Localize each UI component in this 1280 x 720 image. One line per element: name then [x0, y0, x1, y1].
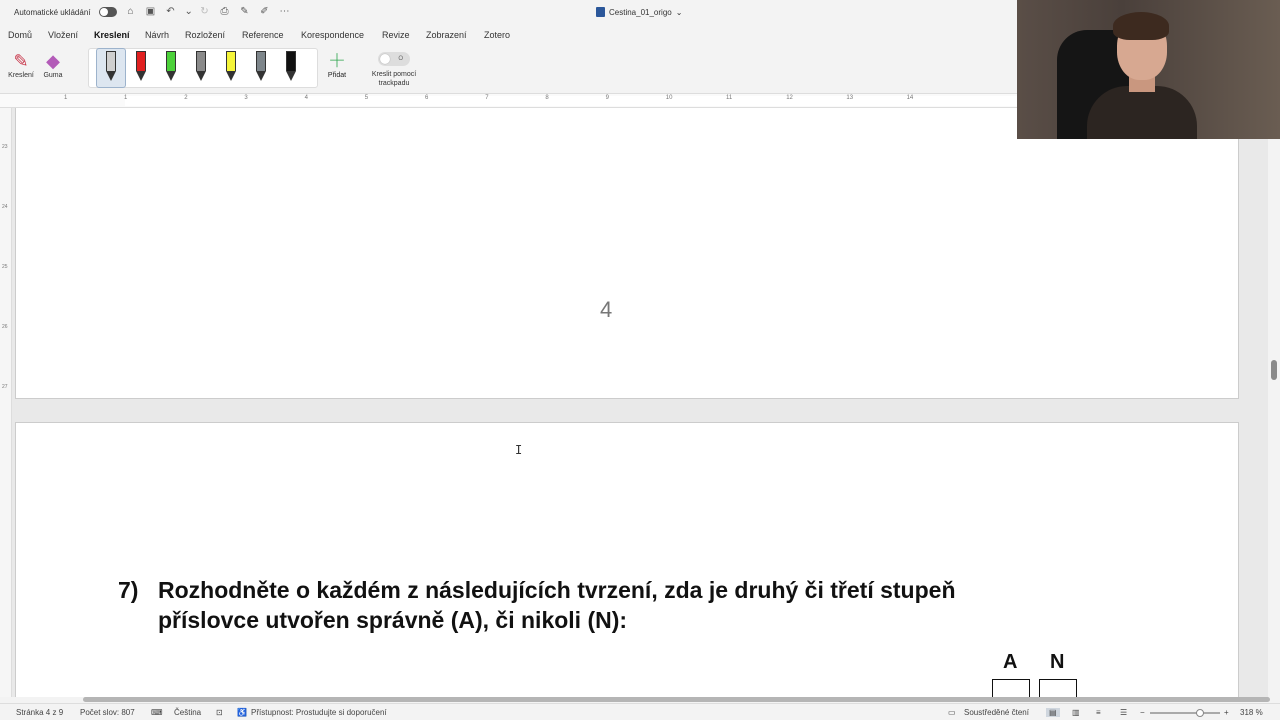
track-changes-icon[interactable]: ⊡	[216, 708, 223, 717]
pen-grey-selected-icon[interactable]	[104, 51, 118, 83]
pen-red-icon[interactable]	[134, 51, 148, 83]
ruler-number: 1	[124, 95, 128, 101]
page-5[interactable]	[15, 422, 1239, 698]
tab-reference[interactable]: Reference	[242, 30, 284, 40]
pen-black-icon[interactable]	[284, 51, 298, 83]
pen-slate-icon[interactable]	[254, 51, 268, 83]
pen-body	[136, 51, 146, 71]
vertical-ruler-number: 23	[2, 144, 8, 150]
undo-dropdown-icon[interactable]: ⌄	[184, 6, 193, 17]
horizontal-scroll-thumb[interactable]	[83, 697, 1270, 702]
question-text: Rozhodněte o každém z následujících tvrzení, zda je druhý či třetí stupeň příslovce utvořen správně (A), či nikoli (N):	[158, 577, 956, 633]
vertical-ruler[interactable]	[0, 108, 12, 698]
text-cursor-icon: I	[515, 443, 523, 457]
accessibility-status[interactable]: Přístupnost: Prostudujte si doporučení	[251, 708, 387, 717]
answer-column-n: N	[1050, 651, 1065, 673]
language-indicator[interactable]: Čeština	[174, 708, 202, 717]
answer-box-a[interactable]	[992, 679, 1030, 698]
ruler-number: 3	[244, 95, 248, 101]
draw-tool-button[interactable]	[6, 50, 36, 79]
ruler-number: 2	[184, 95, 188, 101]
vertical-scrollbar[interactable]	[1268, 108, 1280, 698]
chevron-down-icon: ⌄	[675, 7, 683, 17]
draft-view-icon[interactable]: ☰	[1120, 708, 1128, 717]
focus-icon: ▭	[948, 708, 956, 717]
zoom-level[interactable]: 318 %	[1240, 708, 1263, 717]
vertical-ruler-number: 27	[2, 384, 8, 390]
pen-icon: ✎	[13, 51, 29, 71]
home-icon[interactable]: ⌂	[127, 6, 134, 17]
vertical-ruler-number: 26	[2, 324, 8, 330]
plus-icon: ＋	[328, 51, 346, 71]
webcam-person-hair	[1113, 12, 1169, 40]
zoom-in-icon[interactable]: +	[1224, 708, 1229, 717]
print-icon[interactable]: ⎙	[220, 6, 229, 17]
tab-zobrazeni[interactable]: Zobrazení	[426, 30, 467, 40]
pen-tip	[256, 71, 266, 81]
zoom-slider[interactable]	[1150, 712, 1220, 714]
add-pen-button[interactable]	[322, 50, 352, 79]
vertical-ruler-number: 25	[2, 264, 8, 270]
ruler-number: 7	[485, 95, 489, 101]
word-count[interactable]: Počet slov: 807	[80, 708, 135, 717]
document-canvas[interactable]	[12, 108, 1268, 698]
pen-green-icon[interactable]	[164, 51, 178, 83]
pen-tip	[166, 71, 176, 81]
trackpad-switch[interactable]	[378, 52, 410, 66]
pen-body	[226, 51, 236, 71]
pencil-grey-icon[interactable]	[194, 51, 208, 83]
more-icon[interactable]: ⋯	[279, 6, 290, 17]
draw-tool-label: Kreslení	[8, 72, 34, 79]
document-title[interactable]	[596, 7, 682, 17]
page-number: 4	[600, 297, 613, 322]
vertical-scroll-thumb[interactable]	[1271, 360, 1277, 380]
add-pen-label: Přidat	[327, 72, 347, 79]
focus-mode-button[interactable]: Soustředěné čtení	[964, 708, 1029, 717]
tab-zotero[interactable]: Zotero	[484, 30, 511, 40]
autosave-toggle[interactable]	[99, 7, 117, 17]
tab-revize[interactable]: Revize	[382, 30, 410, 40]
pen-body	[106, 51, 116, 71]
ruler-number: 10	[665, 95, 673, 101]
zoom-out-icon[interactable]: −	[1140, 708, 1145, 717]
draw-icon[interactable]: ✎	[240, 6, 249, 17]
save-icon[interactable]: ▣	[145, 6, 156, 17]
pen-body	[166, 51, 176, 71]
vertical-ruler-number: 24	[2, 204, 8, 210]
ruler-number: 12	[786, 95, 793, 101]
ruler-number: 8	[545, 95, 549, 101]
ruler-number: 6	[425, 95, 429, 101]
page-4[interactable]	[15, 108, 1239, 399]
eraser-button[interactable]	[38, 50, 68, 79]
ruler-number: 5	[364, 95, 369, 101]
proofing-icon[interactable]: ⌨	[151, 708, 163, 717]
answer-box-n[interactable]	[1039, 679, 1077, 698]
tab-navrh[interactable]: Návrh	[145, 30, 170, 40]
eraser-icon: ◆	[46, 51, 60, 71]
pen-tip	[196, 71, 206, 81]
page-indicator[interactable]: Stránka 4 z 9	[16, 708, 64, 717]
redo-icon[interactable]: ↻	[200, 6, 209, 17]
tab-kresleni[interactable]: Kreslení	[94, 30, 130, 40]
webcam-person-body	[1087, 86, 1197, 139]
print-layout-icon[interactable]: ▤	[1046, 708, 1060, 717]
trackpad-switch-text: O	[398, 56, 403, 62]
tab-vlozeni[interactable]: Vložení	[48, 30, 79, 40]
ruler-number: 13	[846, 95, 854, 101]
ruler-active-area	[125, 96, 1017, 106]
accessibility-icon: ♿	[237, 708, 247, 717]
highlighter-yellow-icon[interactable]	[224, 51, 238, 83]
undo-icon[interactable]: ↶	[166, 6, 175, 17]
zoom-slider-knob[interactable]	[1196, 709, 1204, 717]
question-number: 7)	[118, 577, 139, 603]
tab-korespondence[interactable]: Korespondence	[301, 30, 365, 40]
pen-tip	[226, 71, 236, 81]
word-document-icon	[596, 7, 605, 17]
format-painter-icon[interactable]: ✐	[260, 6, 269, 17]
document-title-text: Cestina_01_origo	[609, 7, 672, 17]
quick-access-toolbar	[14, 6, 291, 18]
status-bar	[0, 703, 1280, 720]
answer-column-a: A	[1003, 651, 1018, 673]
ruler-number: 11	[726, 95, 733, 101]
eraser-label: Guma	[43, 72, 63, 79]
webcam-overlay	[1017, 0, 1280, 139]
horizontal-ruler[interactable]	[0, 94, 1017, 108]
autosave-label: Automatické ukládání	[14, 7, 91, 17]
pen-body	[256, 51, 266, 71]
pen-body	[196, 51, 206, 71]
web-layout-icon[interactable]: ▥	[1072, 708, 1080, 717]
tab-rozlozeni[interactable]: Rozložení	[185, 30, 226, 40]
tab-domu[interactable]: Domů	[8, 30, 33, 40]
outline-view-icon[interactable]: ≡	[1096, 708, 1101, 717]
pen-body	[286, 51, 296, 71]
ruler-number: 14	[906, 95, 914, 101]
ruler-number: 1	[64, 95, 68, 101]
trackpad-draw-toggle[interactable]	[368, 52, 420, 88]
ruler-number: 9	[605, 95, 609, 101]
pen-tip	[136, 71, 146, 81]
pen-tip	[286, 71, 296, 81]
pen-tip	[106, 71, 116, 81]
trackpad-label: Kreslit pomocí trackpadu	[371, 71, 417, 87]
ruler-number: 4	[304, 95, 308, 101]
